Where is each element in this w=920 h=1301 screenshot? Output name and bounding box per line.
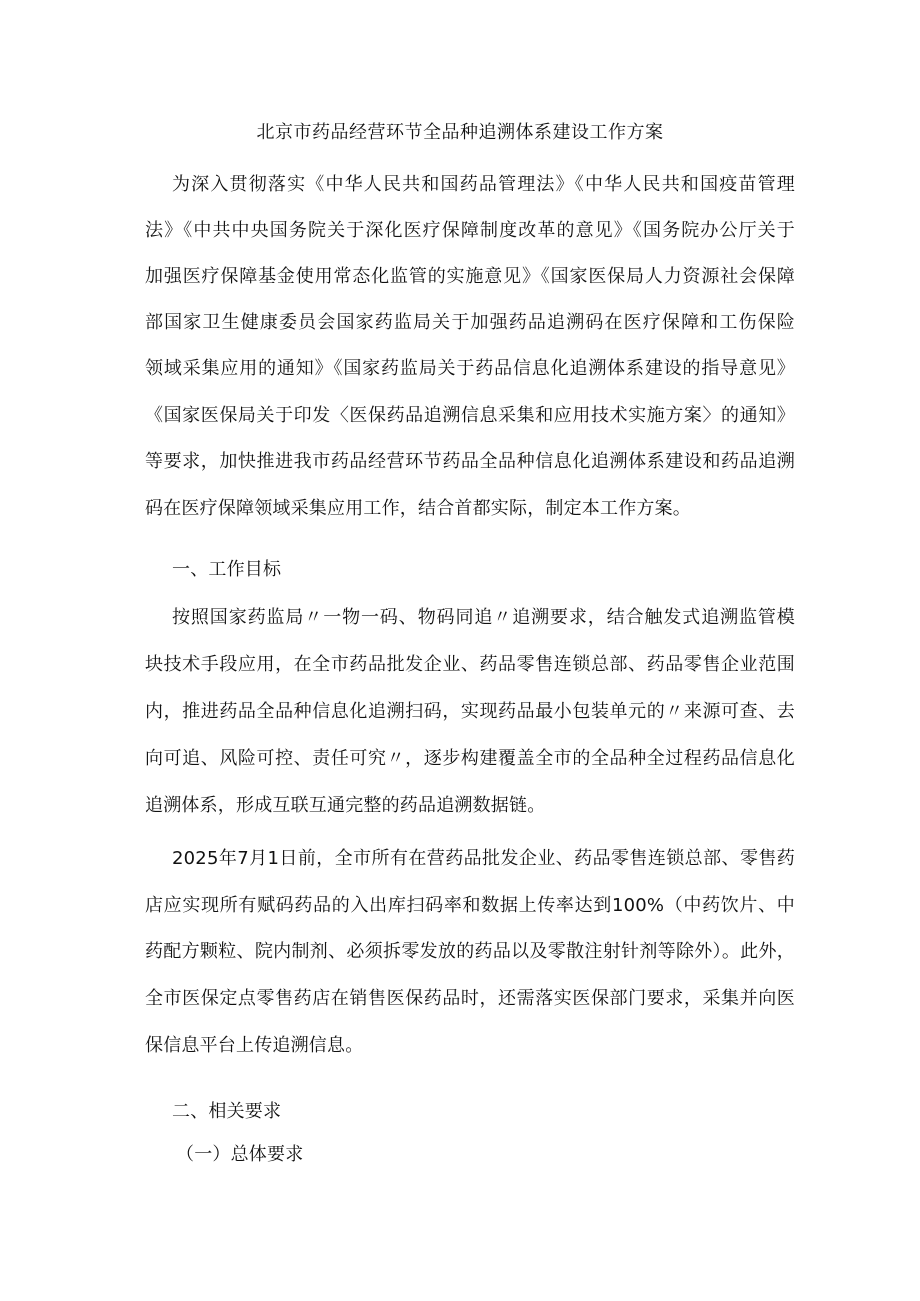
paragraph-line: 2025年7月1日前，全市所有在营药品批发企业、药品零售连锁总部、零售药: [172, 848, 795, 869]
paragraph-line: 追溯体系，形成互联互通完整的药品追溯数据链。: [145, 795, 546, 816]
paragraph-line: 向可追、风险可控、责任可究〃，逐步构建覆盖全市的全品种全过程药品信息化: [145, 748, 795, 769]
paragraph-line: 药配方颗粒、院内制剂、必须拆零发放的药品以及零散注射针剂等除外）。此外，: [145, 941, 795, 962]
intro-line: 《国家医保局关于印发〈医保药品追溯信息采集和应用技术实施方案〉的通知》: [145, 405, 795, 426]
paragraph-line: 保信息平台上传追溯信息。: [145, 1035, 364, 1056]
section-heading: 二、相关要求: [172, 1101, 282, 1122]
paragraph-line: 按照国家药监局〃一物一码、物码同追〃追溯要求，结合触发式追溯监管模: [172, 607, 795, 628]
intro-line: 领域采集应用的通知》《国家药监局关于药品信息化追溯体系建设的指导意见》: [145, 358, 795, 379]
intro-line: 等要求，加快推进我市药品经营环节药品全品种信息化追溯体系建设和药品追溯: [145, 451, 795, 472]
paragraph-line: 店应实现所有赋码药品的入出库扫码率和数据上传率达到100%（中药饮片、中: [145, 895, 795, 916]
document-title: 北京市药品经营环节全品种追溯体系建设工作方案: [256, 122, 664, 143]
paragraph-line: 块技术手段应用，在全市药品批发企业、药品零售连锁总部、药品零售企业范围: [145, 654, 795, 675]
section-heading: 一、工作目标: [172, 559, 282, 580]
intro-line: 法》《中共中央国务院关于深化医疗保障制度改革的意见》《国务院办公厅关于: [145, 220, 795, 241]
intro-line: 码在医疗保障领域采集应用工作，结合首都实际，制定本工作方案。: [145, 498, 691, 519]
paragraph-line: 全市医保定点零售药店在销售医保药品时，还需落实医保部门要求，采集并向医: [145, 988, 795, 1009]
paragraph-line: 内，推进药品全品种信息化追溯扫码，实现药品最小包装单元的〃来源可查、去: [145, 701, 795, 722]
intro-line: 部国家卫生健康委员会国家药监局关于加强药品追溯码在医疗保障和工伤保险: [145, 312, 795, 333]
intro-line: 为深入贯彻落实《中华人民共和国药品管理法》《中华人民共和国疫苗管理: [172, 174, 795, 195]
subsection-heading: （一）总体要求: [176, 1144, 304, 1165]
intro-line: 加强医疗保障基金使用常态化监管的实施意见》《国家医保局人力资源社会保障: [145, 266, 795, 287]
